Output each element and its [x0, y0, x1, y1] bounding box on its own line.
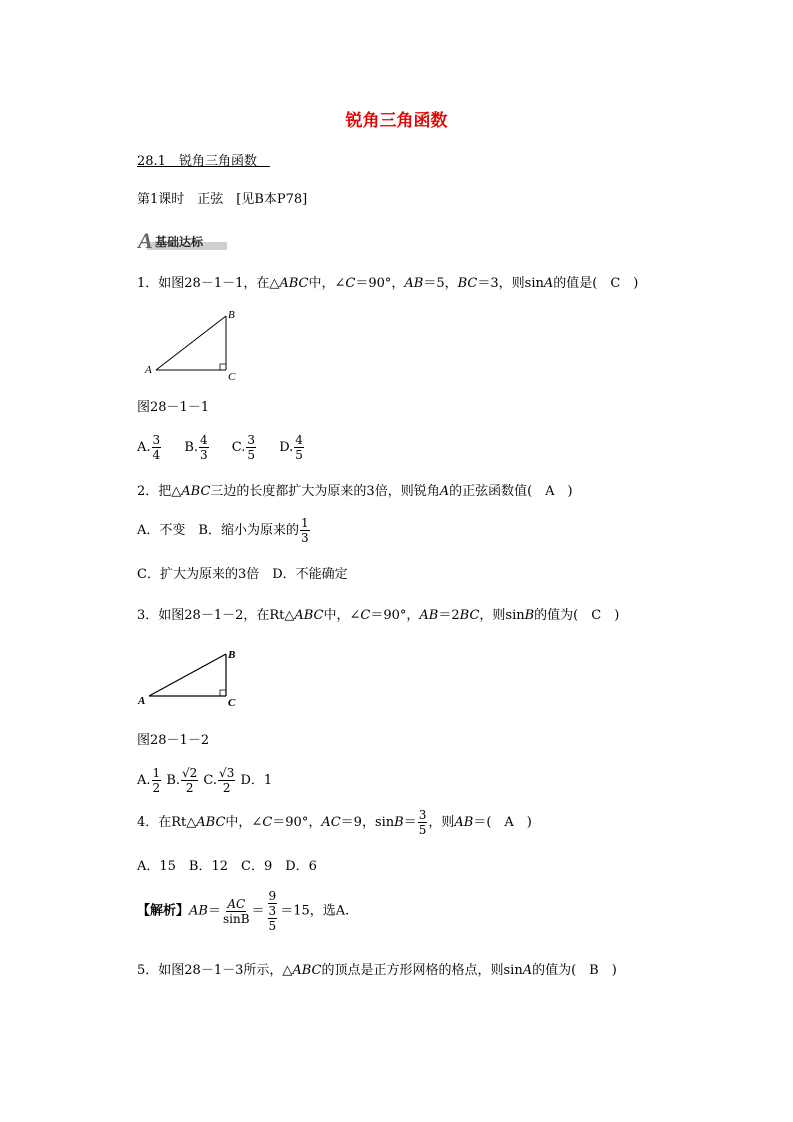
badge-text: 基础达标 — [155, 235, 204, 249]
question-2-stem: 2．把△ABC三边的长度都扩大为原来的3倍，则锐角A的正弦函数值( A ) — [137, 484, 573, 499]
vertex-c-label: C — [228, 697, 236, 709]
question-2-options-ab: A．不变 B．缩小为原来的 $\frac{1}{3}$ — [137, 516, 309, 545]
figure-caption-1: 图28－1－1 — [137, 400, 210, 415]
question-4-analysis: 【解析】AB＝ $\frac{AC}{\sin B}$ ＝ $\frac{9}{\frac{3}{5}}$ ＝15，选A. — [137, 889, 350, 933]
question-1-stem: 1．如图28－1－1，在△ABC中，∠C＝90°，AB＝5，BC＝3，则sinA的值是( C ) — [137, 276, 639, 291]
right-angle-mark — [220, 690, 226, 696]
page-title: 锐角三角函数 — [345, 111, 448, 131]
question-3-stem: 3．如图28－1－2，在Rt△ABC中，∠C＝90°，AB＝2BC，则sinB的值为( C ) — [137, 608, 620, 623]
basic-level-badge — [137, 229, 229, 255]
badge-letter: A — [138, 229, 153, 251]
question-5-stem: 5．如图28－1－3所示，△ABC的顶点是正方形网格的格点，则sinA的值为( B ) — [137, 963, 617, 978]
side-ab — [156, 316, 226, 370]
right-angle-mark — [220, 364, 226, 370]
question-1-options — [137, 433, 323, 462]
vertex-b-label: B — [228, 309, 235, 321]
question-2-options-cd: C．扩大为原来的3倍 D．不能确定 — [137, 567, 348, 582]
option-b: B. $\frac{4}{3}$ — [184, 433, 208, 462]
question-4-options: A．15 B．12 C．9 D．6 — [137, 859, 317, 874]
figure-28-1-2 — [136, 646, 246, 710]
section-heading: 28.1 锐角三角函数 — [137, 154, 270, 169]
vertex-c-label: C — [228, 371, 236, 383]
option-c: C. $\frac{3}{5}$ — [231, 433, 256, 462]
vertex-b-label: B — [228, 649, 236, 661]
option-d: D. $\frac{4}{5}$ — [279, 433, 303, 462]
figure-caption-2: 图28－1－2 — [137, 733, 210, 748]
vertex-a-label: A — [145, 364, 152, 376]
question-3-options: A. $\frac{1}{2}$ B. $\frac{√2}{2}$ C. $\frac{√3}{2}$ D．1 — [137, 766, 273, 795]
option-a: A. $\frac{3}{4}$ — [137, 433, 161, 462]
lesson-heading: 第1课时 正弦 [见B本P78] — [137, 192, 308, 207]
vertex-a-label: A — [138, 695, 146, 707]
figure-28-1-1 — [140, 306, 250, 386]
badge-graphic — [137, 229, 229, 251]
question-4-stem: 4．在Rt△ABC中，∠C＝90°，AC＝9，sinB＝ $\frac{3}{5}$ ，则AB＝( A ) — [137, 808, 532, 837]
side-ab — [149, 654, 226, 696]
